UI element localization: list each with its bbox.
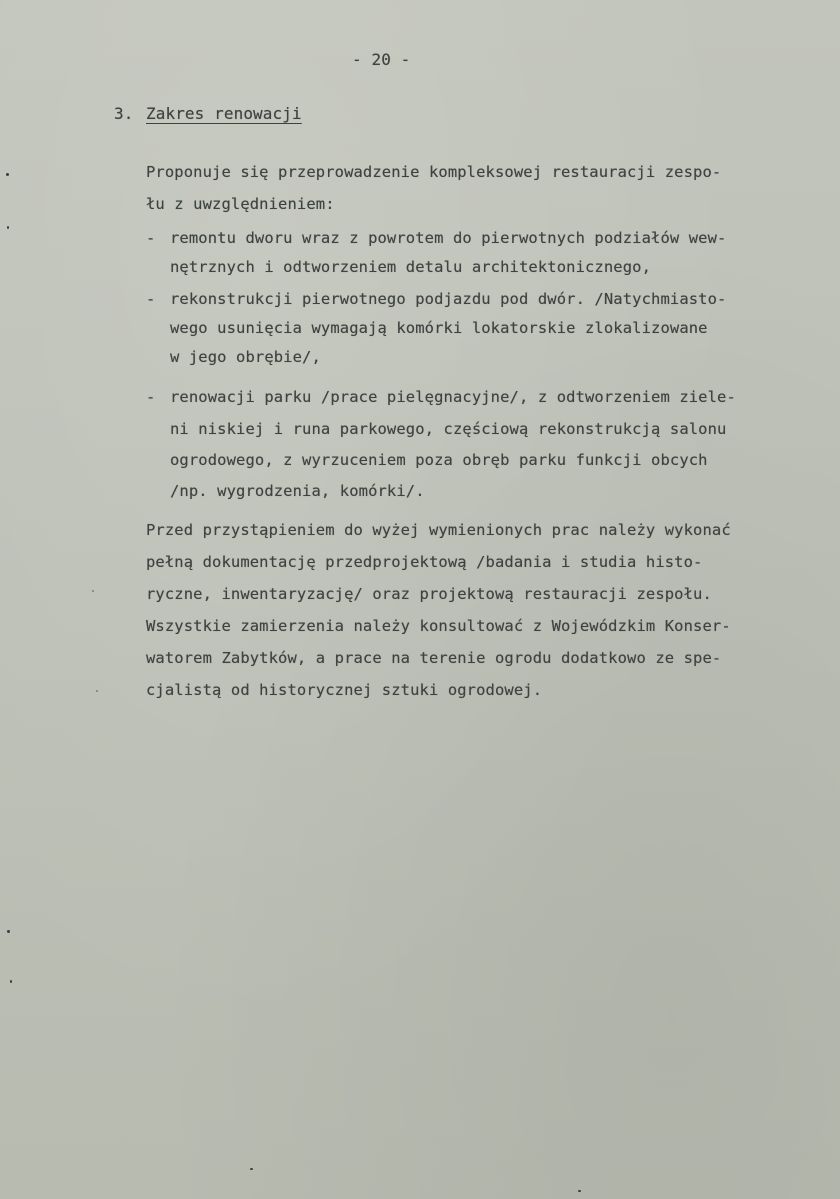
list-item-line: wego usunięcia wymagają komórki lokatorskie zlokalizowane (170, 319, 708, 337)
list-item-dash: - (146, 290, 156, 308)
paper-speck (250, 1168, 253, 1170)
paper-speck (92, 590, 94, 592)
paper-speck (96, 690, 98, 692)
margin-speck (10, 980, 12, 983)
list-item-line: nętrznych i odtworzeniem detalu architektonicznego, (170, 258, 652, 276)
paragraph-line: Wszystkie zamierzenia należy konsultować z Wojewódzkim Konser- (146, 617, 731, 635)
paragraph-line: watorem Zabytków, a prace na terenie ogrodu dodatkowo ze spe- (146, 649, 722, 667)
list-item-line: ni niskiej i runa parkowego, częściową rekonstrukcją salonu (170, 420, 727, 438)
list-item-dash: - (146, 388, 156, 406)
list-item-line: /np. wygrodzenia, komórki/. (170, 482, 425, 500)
list-item-line: ogrodowego, z wyrzuceniem poza obręb parku funkcji obcych (170, 451, 708, 469)
margin-speck (7, 930, 10, 933)
list-item-dash: - (146, 229, 156, 247)
margin-speck (7, 226, 9, 229)
paper-speck (578, 1190, 581, 1192)
margin-speck (6, 173, 9, 176)
intro-line: łu z uwzględnieniem: (146, 195, 335, 213)
paragraph-line: Przed przystąpieniem do wyżej wymienionych prac należy wykonać (146, 521, 731, 539)
section-title: Zakres renowacji (146, 104, 302, 123)
list-item-line: w jego obrębie/, (170, 348, 321, 366)
list-item-line: rekonstrukcji pierwotnego podjazdu pod dwór. /Natychmiasto- (170, 290, 727, 308)
section-number: 3. (114, 104, 134, 123)
list-item-line: remontu dworu wraz z powrotem do pierwotnych podziałów wew- (170, 229, 727, 247)
list-item-line: renowacji parku /prace pielęgnacyjne/, z odtworzeniem ziele- (170, 388, 736, 406)
paragraph-line: ryczne, inwentaryzację/ oraz projektową restauracji zespołu. (146, 585, 712, 603)
intro-line: Proponuje się przeprowadzenie kompleksowej restauracji zespo- (146, 163, 722, 181)
paragraph-line: pełną dokumentację przedprojektową /badania i studia histo- (146, 553, 703, 571)
paragraph-line: cjalistą od historycznej sztuki ogrodowej. (146, 681, 543, 699)
page-number: - 20 - (352, 50, 411, 69)
